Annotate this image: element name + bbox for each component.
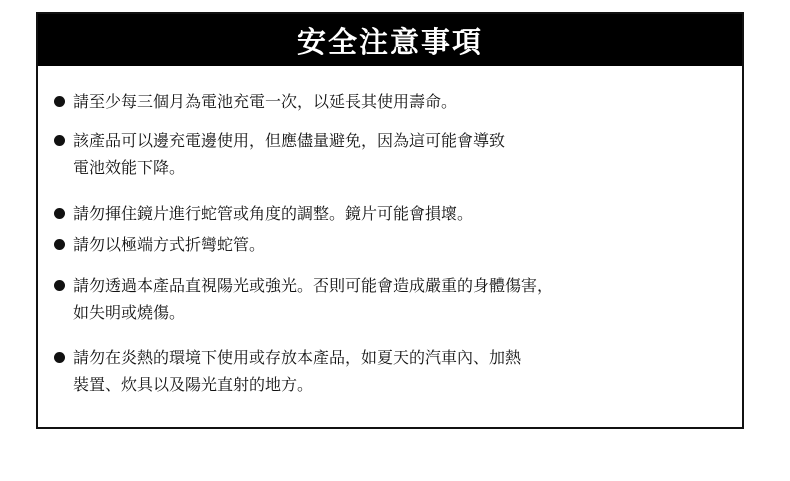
item-text: 請勿在炎熱的環境下使用或存放本產品，如夏天的汽車內、加熱 裝置、炊具以及陽光直射的地方。	[73, 348, 522, 394]
list-item	[54, 200, 473, 227]
item-text: 請勿揮住鏡片進行蛇管或角度的調整。鏡片可能會損壞。	[73, 204, 474, 223]
item-text: 請至少每三個月為電池充電一次，以延長其使用壽命。	[73, 92, 458, 111]
list-item	[54, 272, 553, 326]
item-text: 請勿透過本產品直視陽光或強光。否則可能會造成嚴重的身體傷害， 如失明或燒傷。	[73, 276, 554, 322]
bullet-icon	[54, 239, 65, 250]
bullet-icon	[54, 96, 65, 107]
item-text: 該產品可以邊充電邊使用，但應儘量避免，因為這可能會導致 電池效能下降。	[73, 131, 506, 177]
list-item	[54, 231, 265, 258]
list-item	[54, 127, 505, 181]
bullet-icon	[54, 135, 65, 146]
list-item	[54, 88, 457, 115]
bullet-icon	[54, 280, 65, 291]
item-text: 請勿以極端方式折彎蛇管。	[73, 235, 266, 254]
notice-title: 安全注意事項	[38, 14, 742, 66]
list-item	[54, 344, 521, 398]
bullet-icon	[54, 352, 65, 363]
bullet-icon	[54, 208, 65, 219]
